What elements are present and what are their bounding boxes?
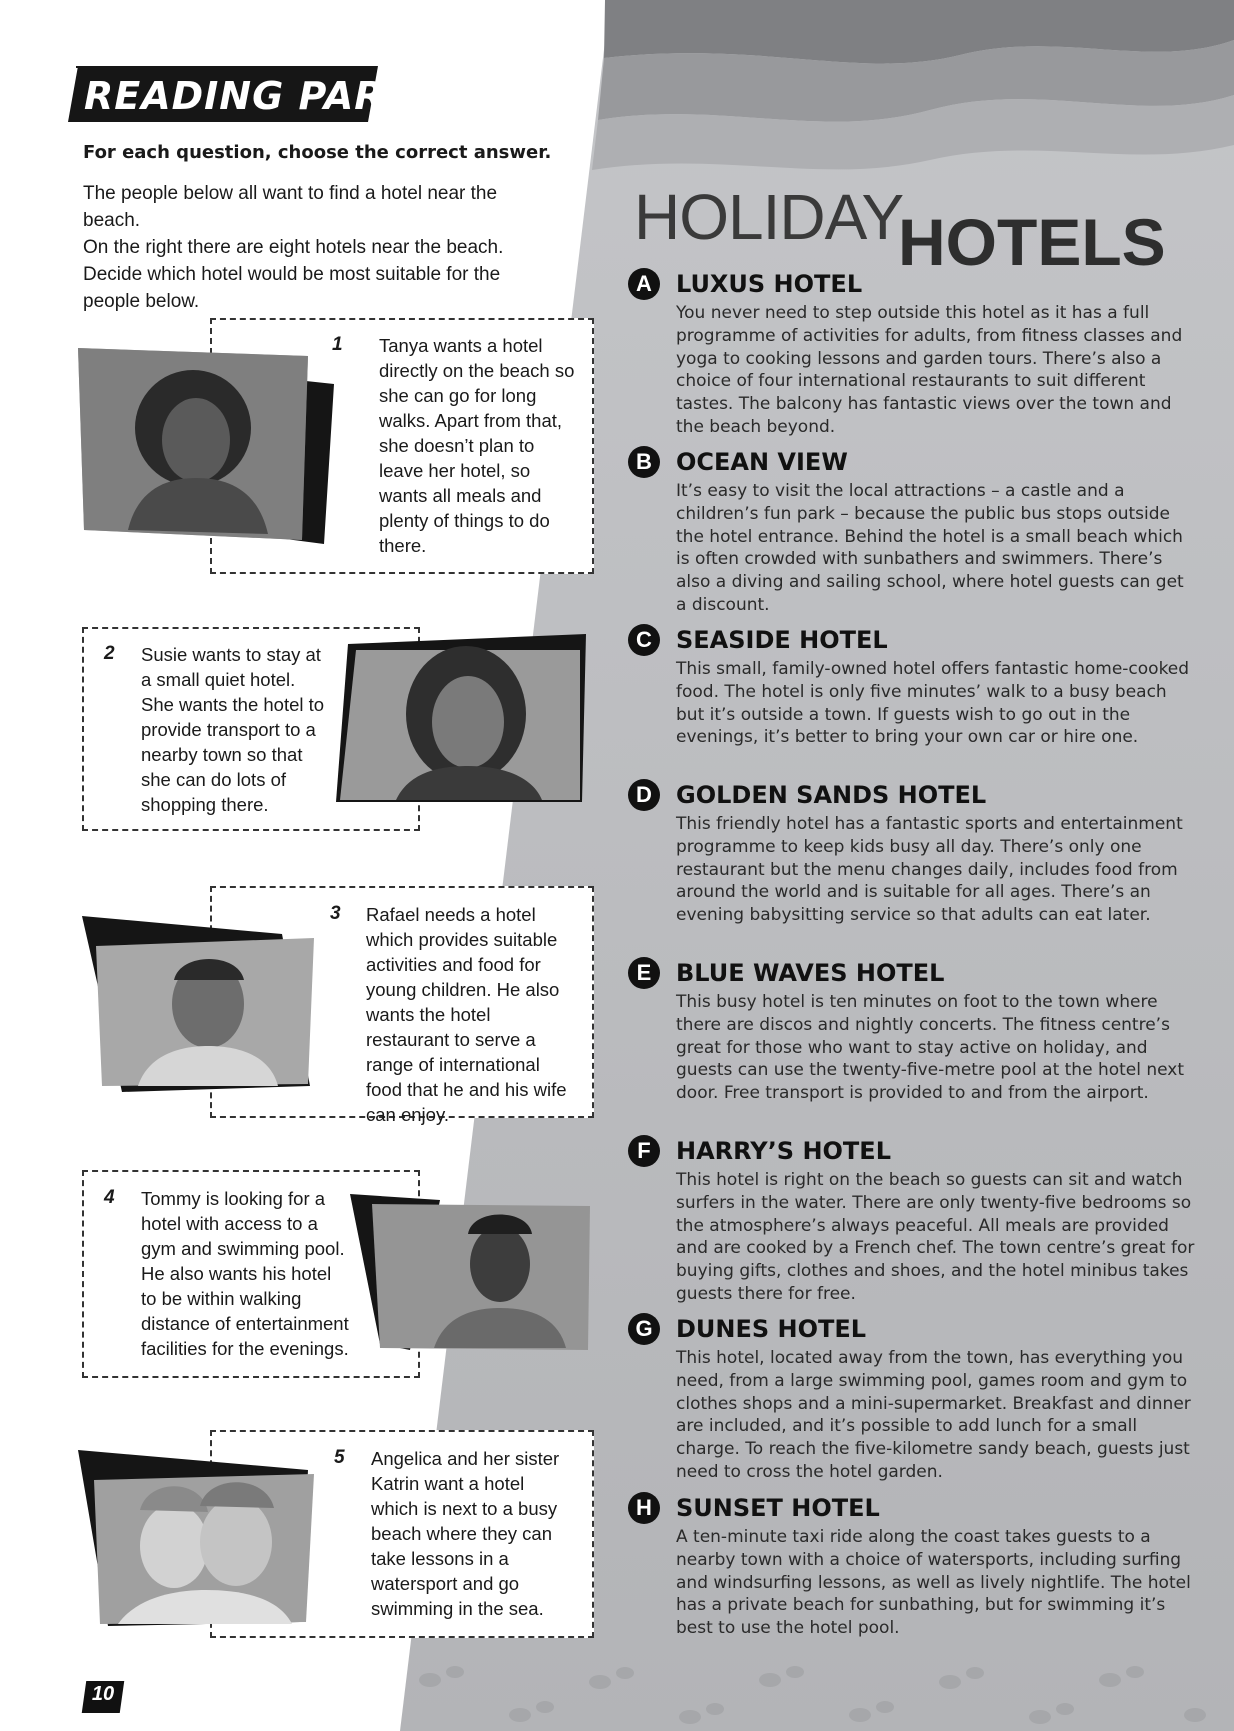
intro-line: The people below all want to find a hotel near the beach. [83, 183, 498, 231]
hotel-name: DUNES HOTEL [676, 1315, 867, 1343]
photo-angelica-katrin [78, 1450, 324, 1626]
hotel-description: This friendly hotel has a fantastic sports and entertainment programme to keep kids busy all day. There’s only one restaurant but the menu changes daily, includes food from around the world and is suitable for all ages. There’s an evening babysitting service so that adults can eat later. [676, 814, 1183, 926]
hotels-heading-bold: HOTELS [898, 205, 1166, 279]
hotel-description: You never need to step outside this hotel as it has a full programme of activities for adults, from fitness classes and yoga to cooking lessons and garden tours. There’s also a choice of four international restaurants to suit different tastes. The balcony has fantastic views over the town and the beach beyond. [676, 303, 1183, 437]
hotel-description: This hotel, located away from the town, has everything you need, from a large swimming pool, games room and gym to clothes shops and a mini-supermarket. Breakfast and dinner are included, and it’s possible to add lunch for a small charge. To reach the five-kilometre sandy beach, guests just need to cross the hotel garden. [676, 1348, 1191, 1482]
hotel-name: LUXUS HOTEL [676, 270, 863, 298]
hotel-letter-badge: E [628, 957, 660, 989]
hotel-description: This small, family-owned hotel offers fantastic home-cooked food. The hotel is only five minutes’ walk to a busy beach but it’s outside a town. If guests wish to go out in the evenings, it’s better to bring your own car or hire one. [676, 659, 1190, 748]
hotel-letter-badge: B [628, 446, 660, 478]
hotel-description: A ten-minute taxi ride along the coast takes guests to a nearby town with a choice of watersports, including surfing and windsurfing lessons, as well as lively nightlife. The hotel has a private beach for sunbathing, but for swimming it’s best to use the hotel pool. [676, 1527, 1191, 1639]
hotel-name: SEASIDE HOTEL [676, 626, 888, 654]
question-number: 5 [334, 1447, 345, 1468]
photo-tanya [78, 348, 334, 544]
intro-line: Decide which hotel would be most suitable for the people below. [83, 264, 501, 312]
hotel-name: GOLDEN SANDS HOTEL [676, 781, 987, 809]
hotel-name: OCEAN VIEW [676, 448, 848, 476]
hotel-letter-badge: C [628, 624, 660, 656]
question-number: 2 [104, 643, 115, 664]
question-number: 1 [332, 334, 343, 355]
hotel-description: This hotel is right on the beach so guests can sit and watch surfers in the water. There are only twenty-five bedrooms so the atmosphere’s always peaceful. All meals are provided and are cooked by a French chef. The town centre’s great for buying gifts, clothes and shoes, and the hotel minibus takes guests there for free. [676, 1170, 1195, 1304]
instruction-text: For each question, choose the correct answer. [83, 142, 552, 163]
hotel-letter-badge: H [628, 1492, 660, 1524]
photo-tommy [350, 1194, 590, 1350]
question-number: 4 [104, 1187, 115, 1208]
hotel-letter-badge: A [628, 268, 660, 300]
intro-text [83, 180, 553, 315]
question-text: Rafael needs a hotel which provides suitable activities and food for young children. He also wants the hotel restaurant to serve a range of international food that he and his wife can enjoy. [366, 904, 567, 1125]
question-number: 3 [330, 903, 341, 924]
question-text: Tommy is looking for a hotel with access to a gym and swimming pool. He also wants his hotel to be within walking distance of entertainment facilities for the evenings. [141, 1188, 349, 1359]
photo-rafael [82, 916, 322, 1092]
hotel-description: It’s easy to visit the local attractions – a castle and a children’s fun park – because the public bus stops outside the hotel entrance. Behind the hotel is a small beach which is often crowded with sunbathers and swimmers. There’s also a diving and sailing school, where hotel guests can get a discount. [676, 481, 1184, 615]
hotel-letter-badge: F [628, 1135, 660, 1167]
hotel-letter-badge: D [628, 779, 660, 811]
question-text: Tanya wants a hotel directly on the beach so she can go for long walks. Apart from that, she doesn’t plan to leave her hotel, so wants all meals and plenty of things to do there. [379, 335, 575, 556]
intro-line: On the right there are eight hotels near the beach. [83, 237, 504, 258]
question-text: Susie wants to stay at a small quiet hotel. She wants the hotel to provide transport to a nearby town so that she can do lots of shopping there. [141, 644, 325, 815]
page-title: READING PART 2 [84, 74, 452, 118]
hotel-name: SUNSET HOTEL [676, 1494, 880, 1522]
hotel-name: BLUE WAVES HOTEL [676, 959, 945, 987]
hotels-heading-light: HOLIDAY [634, 181, 904, 253]
page-number: 10 [91, 1683, 115, 1705]
photo-susie [336, 634, 590, 802]
question-text: Angelica and her sister Katrin want a hotel which is next to a busy beach where they can take lessons in a watersport and go swimming in the sea. [371, 1448, 560, 1619]
hotel-description: This busy hotel is ten minutes on foot to the town where there are discos and nightly concerts. The fitness centre’s great for those who want to stay active on holiday, and guests can use the twenty-five-metre pool at the hotel next door. Free transport is provided to and from the airport. [676, 992, 1185, 1104]
hotel-name: HARRY’S HOTEL [676, 1137, 891, 1165]
hotel-letter-badge: G [628, 1313, 660, 1345]
